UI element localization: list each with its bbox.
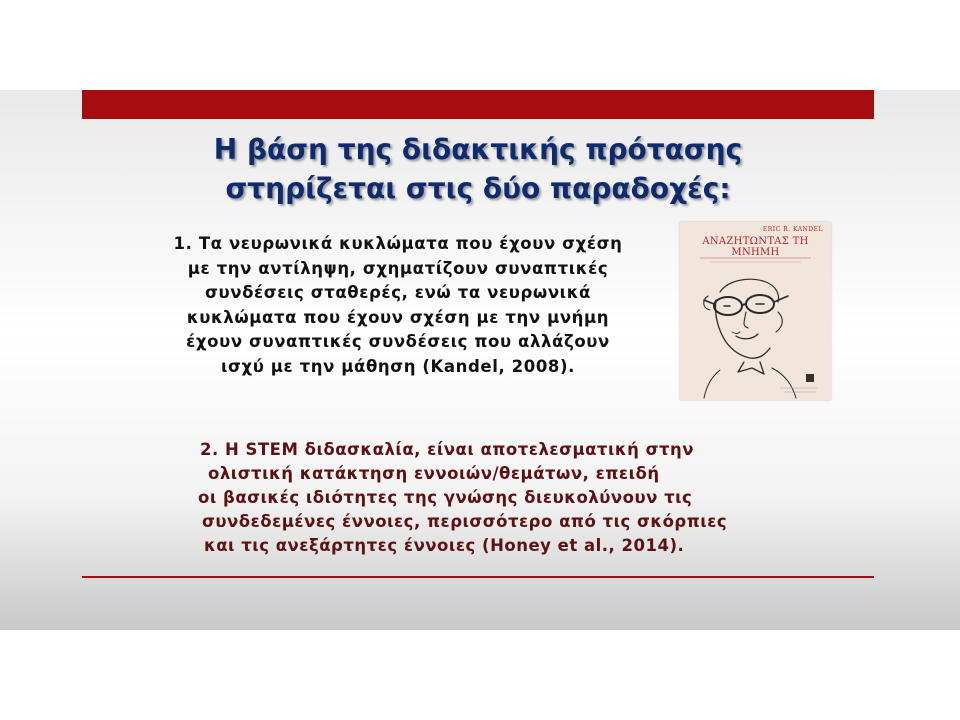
premise-2-line: 2. Η STEM διδασκαλία, είναι αποτελεσματική στην [200, 440, 694, 459]
slide-title [82, 130, 874, 208]
book-cover-image [680, 222, 831, 400]
premise-2-line: και τις ανεξάρτητες έννοιες (Honey et al., 2014). [204, 536, 685, 555]
premise-2-line: οι βασικές ιδιότητες της γνώσης διευκολύνουν τις [198, 488, 693, 507]
premise-1 [118, 232, 678, 379]
premise-2 [170, 438, 850, 558]
premise-1-line: συνδέσεις σταθερές, ενώ τα νευρωνικά [205, 283, 591, 302]
premise-1-line: έχουν συναπτικές συνδέσεις που αλλάζουν [186, 332, 610, 351]
book-title: ΑΝΑΖΗΤΩΝΤΑΣ ΤΗ ΜΝΗΜΗ [702, 236, 809, 258]
slide [0, 90, 960, 630]
title-line-1: Η βάση της διδακτικής πρότασης [213, 133, 743, 166]
premise-2-line: ολιστική κατάκτηση εννοιών/θεμάτων, επειδή [208, 464, 660, 483]
premise-1-line: 1. Τα νευρωνικά κυκλώματα που έχουν σχέση [173, 234, 623, 253]
premise-1-line: κυκλώματα που έχουν σχέση με την μνήμη [186, 307, 610, 327]
premise-2-line: συνδεδεμένες έννοιες, περισσότερο από τις σκόρπιες [202, 512, 728, 531]
premise-1-line: ισχύ με την μάθηση (Kandel, 2008). [220, 356, 576, 376]
bottom-divider [82, 576, 874, 578]
title-accent-bar [82, 90, 874, 119]
premise-1-line: με την αντίληψη, σχηματίζουν συναπτικές [187, 258, 609, 278]
title-line-2: στηρίζεται στις δύο παραδοχές: [225, 172, 731, 205]
book-author: ERIC R. KANDEL [762, 226, 823, 233]
